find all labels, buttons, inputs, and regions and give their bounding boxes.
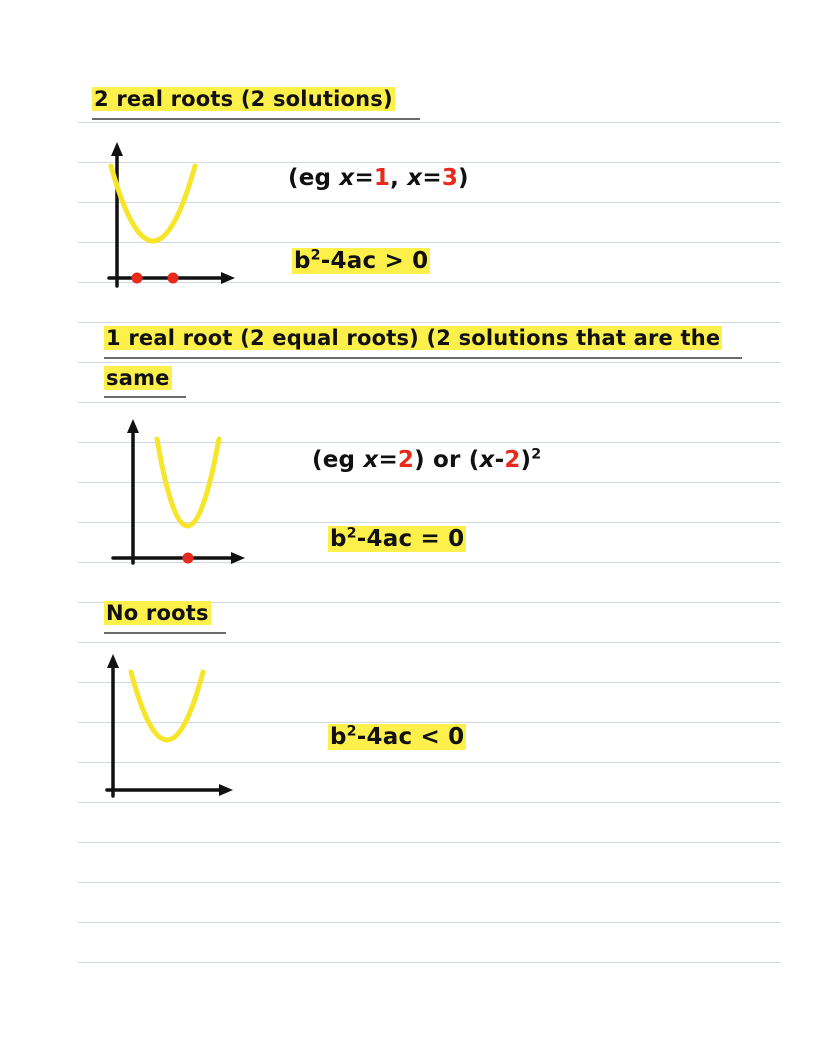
graph-two-real-roots [95,138,260,293]
section-title-no-roots [104,600,211,626]
section-title-text: No roots [106,601,209,625]
section-title-underline [92,118,420,120]
rule-line [78,922,780,923]
section-title-one-real-root [104,325,722,351]
section-title-underline-line2 [104,396,186,398]
formula-exponent: 2 [346,525,357,541]
section-title-text: 2 real roots (2 solutions) [94,87,393,111]
root-marker [183,553,194,564]
rule-line [78,122,780,123]
formula-base: b [330,723,347,750]
rule-line [78,962,780,963]
section-title-text: 1 real root (2 equal roots) (2 solutions that are the [106,326,721,350]
rule-line [78,362,780,363]
formula-exponent: 2 [310,247,321,263]
formula-exponent: 2 [346,723,357,739]
rule-line [78,322,780,323]
section-title-underline [104,632,226,634]
example-text: (eg x=1, x=3) [288,165,469,191]
example-text: (eg x=2) or $(x-2)^2$ [312,446,542,473]
rule-line [78,842,780,843]
rule-line [78,882,780,883]
formula-no-roots [328,716,466,752]
section-title-text-line2: same [106,366,170,390]
formula-base: b [294,247,311,274]
root-marker [132,273,143,284]
graph-no-roots [95,648,260,808]
formula-rest: -4ac > 0 [320,247,429,274]
formula-base: b [330,525,347,552]
section-title-two-real-roots [92,86,395,112]
section-title-one-real-root-line2 [104,365,172,391]
example-one-real-root [312,440,541,474]
rule-line [78,642,780,643]
graph-one-real-root [95,415,270,570]
formula-one-real-root [328,518,466,554]
rule-line [78,402,780,403]
formula-rest: -4ac = 0 [356,525,465,552]
formula-two-real-roots [292,240,430,276]
example-two-real-roots [288,164,469,192]
root-marker [168,273,179,284]
formula-rest: -4ac < 0 [356,723,465,750]
section-title-underline [104,357,742,359]
